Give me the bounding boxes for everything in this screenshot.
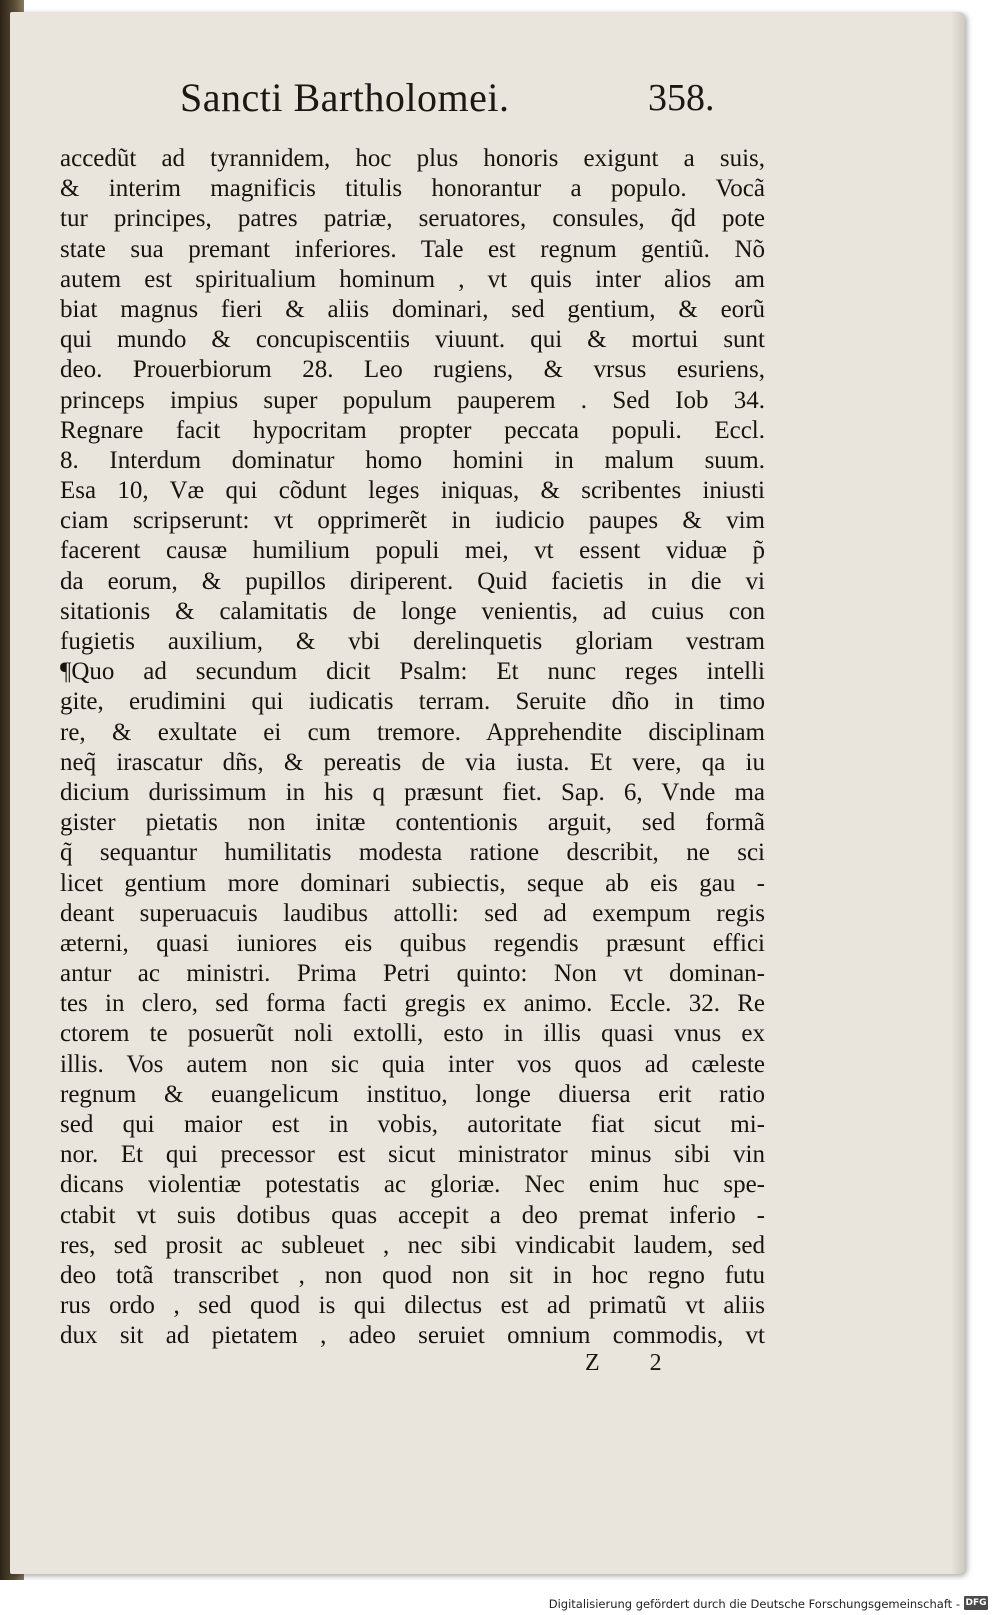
text-line: state sua premant inferiores. Tale est regnum gentiũ. Nõ: [60, 235, 765, 263]
footer-credit: Digitalisierung gefördert durch die Deutsche Forschungsgemeinschaft -: [548, 1597, 960, 1611]
text-line: illis. Vos autem non sic quia inter vos quos ad cæleste: [60, 1050, 765, 1078]
text-line: accedũt ad tyrannidem, hoc plus honoris exigunt a suis,: [60, 145, 765, 172]
text-line: tes in clero, sed forma facti gregis ex animo. Eccle. 32. Re: [60, 990, 765, 1018]
text-line: nor. Et qui precessor est sicut ministrator minus sibi vin: [60, 1141, 765, 1169]
text-line: gite, erudimini qui iudicatis terram. Seruite dño in timo: [60, 688, 765, 716]
text-line: ciam scripserunt: vt opprimerẽt in iudicio paupes & vim: [60, 507, 765, 535]
text-line: fugietis auxilium, & vbi derelinquetis gloriam vestram: [60, 628, 765, 655]
book-page: [10, 12, 965, 1574]
text-line: tur principes, patres patriæ, seruatores, consules, q̃d pote: [60, 205, 765, 233]
text-line: rus ordo , sed quod is qui dilectus est ad primatũ vt aliis: [60, 1292, 765, 1320]
text-line: regnum & euangelicum instituo, longe diuersa erit ratio: [60, 1080, 765, 1108]
dfg-logo: DFG: [965, 1598, 987, 1608]
text-line: q̃ sequantur humilitatis modesta ratione describit, ne sci: [60, 839, 765, 867]
text-line: neq̃ irascatur dñs, & pereatis de via iusta. Et vere, qa iu: [60, 748, 765, 776]
text-line: & interim magnificis titulis honorantur a populo. Vocã: [60, 175, 765, 203]
text-line: dicans violentiæ potestatis ac gloriæ. Nec enim huc spe-: [60, 1171, 765, 1199]
text-line: sitationis & calamitatis de longe venientis, ad cuius con: [60, 597, 765, 625]
text-line: qui mundo & concupiscentiis viuunt. qui & mortui sunt: [60, 326, 765, 354]
text-line: 8. Interdum dominatur homo homini in malum suum.: [60, 446, 765, 474]
page-edge-shade: [951, 12, 965, 1574]
folio-number: 358.: [648, 77, 715, 119]
text-line: deo. Prouerbiorum 28. Leo rugiens, & vrsus esuriens,: [60, 356, 765, 384]
text-line: antur ac ministri. Prima Petri quinto: Non vt dominan-: [60, 960, 765, 988]
text-line: deo totã transcribet , non quod non sit in hoc regno futu: [60, 1261, 765, 1289]
text-line: Regnare facit hypocritam propter peccata populi. Eccl.: [60, 416, 765, 444]
text-line: æterni, quasi iuniores eis quibus regendis præsunt effici: [60, 929, 765, 957]
text-line: facerent causæ humilium populi mei, vt essent viduæ p̃: [60, 537, 765, 565]
text-line: ¶Quo ad secundum dicit Psalm: Et nunc reges intelli: [60, 658, 765, 686]
page-header: [50, 74, 770, 134]
text-line: licet gentium more dominari subiectis, seque ab eis gau -: [60, 869, 765, 897]
text-line: sed qui maior est in vobis, autoritate fiat sicut mi-: [60, 1111, 765, 1138]
running-title: Sancti Bartholomei.: [180, 75, 510, 120]
text-line: biat magnus fieri & aliis dominari, sed gentium, & eorũ: [60, 295, 765, 323]
text-line: princeps impius super populum pauperem . Sed Iob 34.: [60, 386, 765, 414]
text-line: dicium durissimum in his q præsunt fiet. Sap. 6, Vnde ma: [60, 778, 765, 806]
body-text: [60, 144, 765, 1352]
text-line: gister pietatis non initæ contentionis arguit, sed formã: [60, 809, 765, 837]
text-line: res, sed prosit ac subleuet , nec sibi vindicabit laudem, sed: [60, 1231, 765, 1259]
text-line: ctabit vt suis dotibus quas accepit a deo premat inferio -: [60, 1201, 765, 1229]
text-line: re, & exultate ei cum tremore. Apprehendite disciplinam: [60, 718, 765, 746]
text-line: da eorum, & pupillos diriperent. Quid facietis in die vi: [60, 567, 765, 595]
signature-mark: Z 2: [585, 1350, 684, 1376]
text-line: dux sit ad pietatem , adeo seruiet omnium commodis, vt: [60, 1322, 765, 1350]
text-line: Esa 10, Væ qui cõdunt leges iniquas, & scribentes iniusti: [60, 477, 765, 505]
text-line: ctorem te posuerũt noli extolli, esto in illis quasi vnus ex: [60, 1020, 765, 1048]
text-line: deant superuacuis laudibus attolli: sed ad exempum regis: [60, 899, 765, 927]
text-line: autem est spiritualium hominum , vt quis inter alios am: [60, 265, 765, 293]
